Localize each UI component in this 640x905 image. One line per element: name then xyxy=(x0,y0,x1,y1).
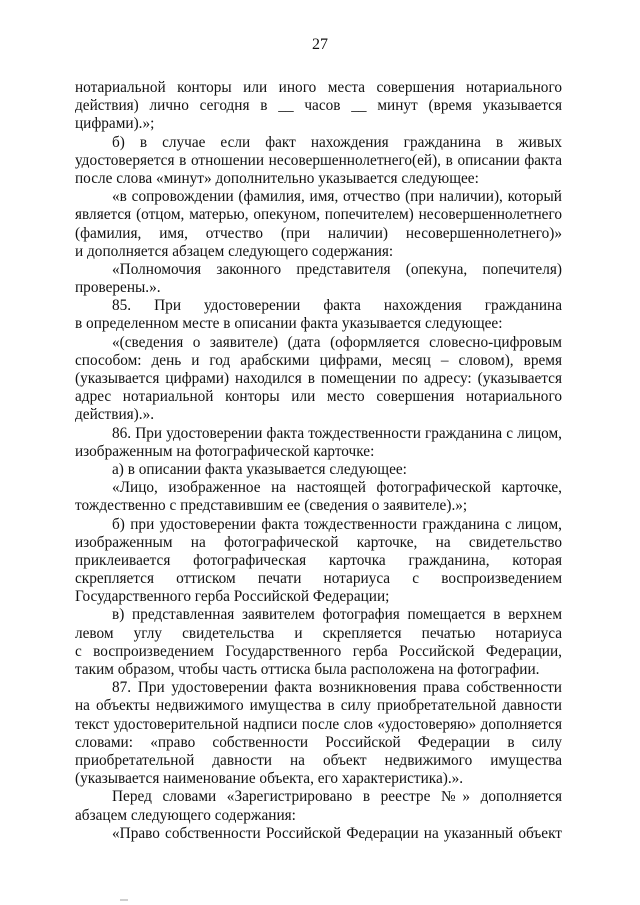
text-line: с воспроизведением Государственного герба Российской Федерации, xyxy=(75,642,562,660)
text-line: абзацем следующего содержания: xyxy=(75,806,296,824)
text-line: в определенном месте в описании факта указывается следующее: xyxy=(75,315,503,333)
text-line: 86. При удостоверении факта тождественности гражданина с лицом, xyxy=(112,424,562,442)
text-line: 85. При удостоверении факта нахождения гражданина xyxy=(112,297,562,315)
text-line: является (отцом, матерью, опекуном, попечителем) несовершеннолетнего xyxy=(75,206,562,224)
text-line: цифрами).»; xyxy=(75,115,155,133)
text-line: Государственного герба Российской Федерации; xyxy=(75,588,390,606)
text-line: а) в описании факта указывается следующее: xyxy=(112,460,407,478)
text-line: адрес нотариальной конторы или место совершения нотариального xyxy=(75,388,562,406)
text-line: изображенным на фотографической карточке, на свидетельство xyxy=(75,533,562,551)
text-line: действия).». xyxy=(75,406,155,424)
page-number: 27 xyxy=(312,36,328,53)
text-line: текст удостоверительной надписи после слов «удостоверяю» дополняется xyxy=(75,715,562,733)
text-line: приобретательной давности на объект недвижимого имущества xyxy=(75,751,562,769)
text-line: после слова «минут» дополнительно указывается следующее: xyxy=(75,169,479,187)
text-line: «Лицо, изображенное на настоящей фотографической карточке, xyxy=(112,479,562,497)
text-line: 87. При удостоверении факта возникновения права собственности xyxy=(112,679,562,697)
text-line: (указывается цифрами) находился в помещении по адресу: (указывается xyxy=(75,370,562,387)
text-line: приклеивается фотографическая карточка гражданина, которая xyxy=(75,551,562,569)
scan-artifact xyxy=(120,899,128,901)
text-line: (указывается наименование объекта, его характеристика).». xyxy=(75,770,464,788)
text-line: тождественно с представившим ее (сведения о заявителе).»; xyxy=(75,497,468,515)
text-line: б) при удостоверении факта тождественности гражданина с лицом, xyxy=(112,515,562,533)
text-line: «Полномочия законного представителя (опекуна, попечителя) xyxy=(112,260,562,278)
text-line: «в сопровождении (фамилия, имя, отчество (при наличии), который xyxy=(112,188,562,206)
text-line: способом: день и год арабскими цифрами, месяц – словом), время xyxy=(75,351,562,369)
text-line: (фамилия, имя, отчество (при наличии) несовершеннолетнего)» xyxy=(75,224,562,242)
text-line: «(сведения о заявителе) (дата (оформляется словесно-цифровым xyxy=(112,333,562,351)
text-line: изображенным на фотографической карточке: xyxy=(75,442,375,460)
text-line: действия) лично сегодня в __ часов __ минут (время указывается xyxy=(75,97,562,115)
text-line: б) в случае если факт нахождения гражданина в живых xyxy=(112,133,562,151)
document-body xyxy=(75,79,562,843)
text-line: Перед словами «Зарегистрировано в реестре №» дополняется xyxy=(112,788,562,806)
text-line: нотариальной конторы или иного места совершения нотариального xyxy=(75,79,562,96)
text-line: на объекты недвижимого имущества в силу приобретательной давности xyxy=(75,697,562,715)
text-line: «Право собственности Российской Федерации на указанный объект xyxy=(112,824,562,842)
text-line: удостоверяется в отношении несовершеннолетнего(ей), в описании факта xyxy=(75,151,562,169)
text-line: левом углу свидетельства и скрепляется печатью нотариуса xyxy=(75,624,562,642)
text-line: и дополняется абзацем следующего содержания: xyxy=(75,242,394,260)
text-line: в) представленная заявителем фотография помещается в верхнем xyxy=(112,606,562,624)
text-line: проверены.». xyxy=(75,279,161,297)
text-line: таким образом, чтобы часть оттиска была расположена на фотографии. xyxy=(75,661,540,678)
text-line: скрепляется оттиском печати нотариуса с воспроизведением xyxy=(75,570,562,588)
text-line: словами: «право собственности Российской Федерации в силу xyxy=(75,733,562,751)
